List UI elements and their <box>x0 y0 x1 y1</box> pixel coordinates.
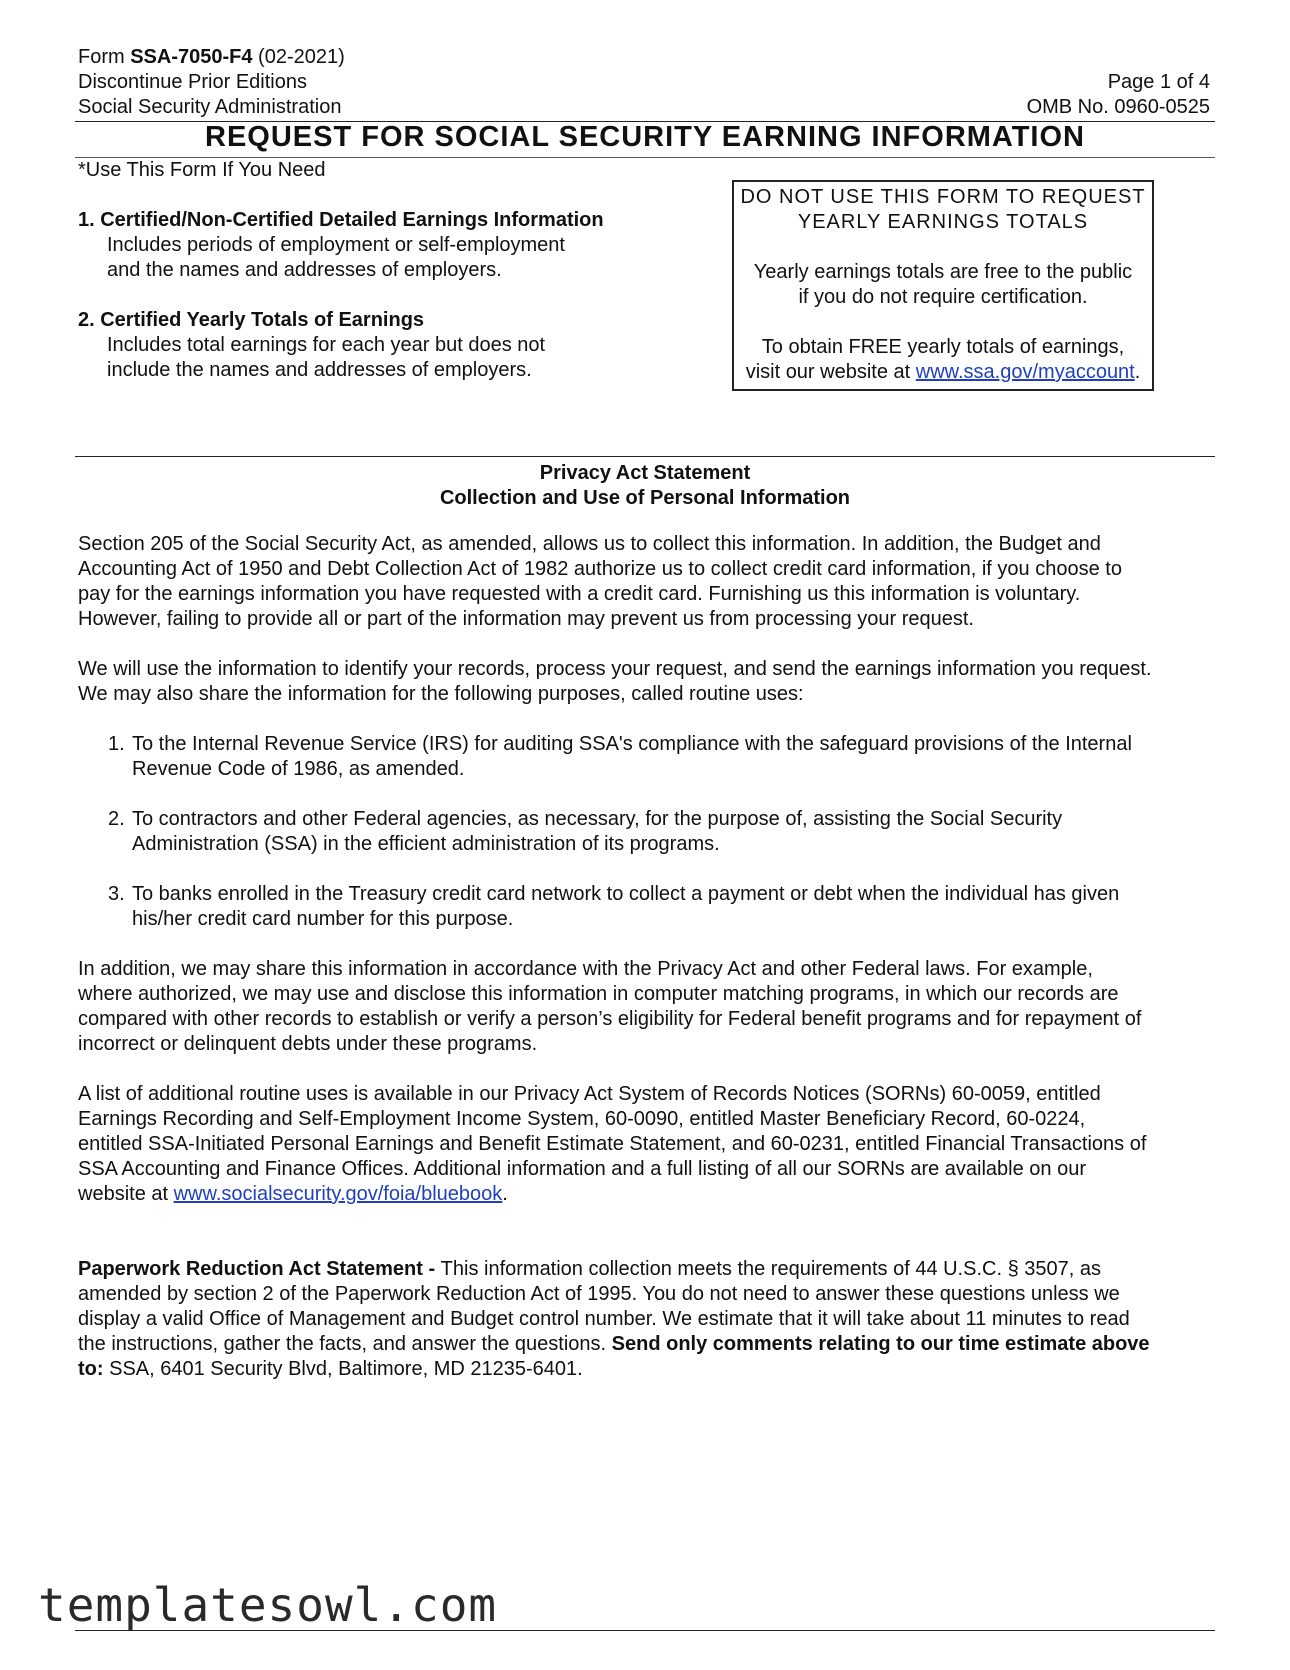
form-number: SSA-7050-F4 <box>130 46 253 68</box>
intro-item-2 <box>78 308 698 383</box>
routine-use-item <box>108 882 1208 932</box>
form-date: (02-2021) <box>252 46 345 68</box>
link-prefix: website at <box>78 1183 174 1205</box>
paragraph-line: A list of additional routine uses is available in our Privacy Act System of Records Notices (SORNs) 60-0059, entitled <box>78 1083 1101 1105</box>
privacy-heading: Privacy Act Statement <box>539 462 751 484</box>
paragraph-line <box>78 1257 1228 1282</box>
list-line: To contractors and other Federal agencies, as necessary, for the purpose of, assisting the Social Security <box>132 808 1063 830</box>
privacy-paragraph-2 <box>78 657 1228 707</box>
paragraph-line: where authorized, we may use and disclose this information in computer matching programs, in which our records are <box>78 983 1119 1005</box>
footer-rule <box>75 1630 1215 1631</box>
paragraph-line: display a valid Office of Management and Budget control number. We estimate that it will take about 11 minutes to read <box>78 1308 1130 1330</box>
page-title: REQUEST FOR SOCIAL SECURITY EARNING INFORMATION <box>205 121 1085 153</box>
paragraph-line: Section 205 of the Social Security Act, as amended, allows us to collect this information. In addition, the Budget and <box>78 533 1101 555</box>
list-number: 1. <box>108 733 125 755</box>
routine-use-item <box>108 807 1208 857</box>
list-number: 2. <box>108 808 125 830</box>
list-line: Revenue Code of 1986, as amended. <box>132 758 465 780</box>
myaccount-link[interactable]: www.ssa.gov/myaccount <box>915 361 1135 383</box>
omb-number: OMB No. 0960-0525 <box>1026 96 1210 118</box>
paragraph-line: compared with other records to establish or verify a person’s eligibility for Federal benefit programs and for repayment of <box>78 1008 1142 1030</box>
paragraph-line: amended by section 2 of the Paperwork Reduction Act of 1995. You do not need to answer these questions unless we <box>78 1283 1120 1305</box>
intro-item-line: Includes total earnings for each year but does not <box>107 334 546 356</box>
paragraph-line <box>78 1332 1228 1357</box>
paragraph-line <box>78 1182 1228 1207</box>
privacy-paragraph-3 <box>78 957 1228 1057</box>
paragraph-line: We will use the information to identify your records, process your request, and send the earnings information you request. <box>78 658 1152 680</box>
paperwork-label: Paperwork Reduction Act Statement - <box>78 1258 441 1280</box>
form-prefix: Form <box>78 46 131 68</box>
form-id <box>78 45 345 70</box>
paperwork-statement <box>78 1257 1228 1382</box>
privacy-paragraph-1 <box>78 532 1218 632</box>
list-line: To the Internal Revenue Service (IRS) for auditing SSA's compliance with the safeguard provisions of the Internal <box>132 733 1132 755</box>
paperwork-text: This information collection meets the requirements of 44 U.S.C. § 3507, as <box>440 1258 1101 1280</box>
list-number: 3. <box>108 883 125 905</box>
paragraph-line: However, failing to provide all or part of the information may prevent us from processing your request. <box>78 608 974 630</box>
page-number: Page 1 of 4 <box>1107 71 1210 93</box>
notice-line: Yearly earnings totals are free to the public <box>753 261 1133 283</box>
paperwork-text: the instructions, gather the facts, and answer the questions. <box>78 1333 612 1355</box>
paragraph-line: SSA Accounting and Finance Offices. Additional information and a full listing of all our SORNs are available on our <box>78 1158 1086 1180</box>
link-suffix: . <box>502 1183 508 1205</box>
intro-item-line: include the names and addresses of employers. <box>107 359 532 381</box>
notice-line <box>734 360 1152 385</box>
notice-link-prefix: visit our website at <box>745 361 916 383</box>
use-if-label: *Use This Form If You Need <box>78 159 326 181</box>
paragraph-line: We may also share the information for the following purposes, called routine uses: <box>78 683 804 705</box>
notice-line: To obtain FREE yearly totals of earnings, <box>761 336 1125 358</box>
agency-name: Social Security Administration <box>78 96 342 118</box>
intro-item-heading: 1. Certified/Non-Certified Detailed Earnings Information <box>78 209 604 231</box>
paragraph-line: Accounting Act of 1950 and Debt Collection Act of 1982 authorize us to collect credit card information, if you choose to <box>78 558 1122 580</box>
list-line: Administration (SSA) in the efficient administration of its programs. <box>132 833 720 855</box>
bluebook-link[interactable]: www.socialsecurity.gov/foia/bluebook <box>173 1183 503 1205</box>
list-line: To banks enrolled in the Treasury credit card network to collect a payment or debt when the individual has given <box>132 883 1120 905</box>
routine-use-item <box>108 732 1208 782</box>
paperwork-bold: Send only comments relating to our time estimate above <box>611 1333 1150 1355</box>
notice-line: if you do not require certification. <box>798 286 1088 308</box>
paragraph-line: entitled SSA-Initiated Personal Earnings and Benefit Estimate Statement, and 60-0231, entitled Financial Transactions of <box>78 1133 1147 1155</box>
intro-item-1 <box>78 208 698 283</box>
section-rule <box>75 456 1215 457</box>
watermark: templatesowl.com <box>38 1578 498 1632</box>
discontinue-note: Discontinue Prior Editions <box>78 71 307 93</box>
privacy-paragraph-4 <box>78 1082 1228 1207</box>
privacy-subheading: Collection and Use of Personal Information <box>439 487 851 509</box>
paragraph-line: Earnings Recording and Self-Employment Income System, 60-0090, entitled Master Beneficiary Record, 60-0224, <box>78 1108 1086 1130</box>
paragraph-line: incorrect or delinquent debts under these programs. <box>78 1033 538 1055</box>
paperwork-bold: to: <box>78 1358 104 1380</box>
intro-item-line: Includes periods of employment or self-employment <box>107 234 565 256</box>
notice-link-suffix: . <box>1134 361 1141 383</box>
notice-line: YEARLY EARNINGS TOTALS <box>797 211 1089 233</box>
paragraph-line: pay for the earnings information you have requested with a credit card. Furnishing us this information is voluntary. <box>78 583 1081 605</box>
list-line: his/her credit card number for this purpose. <box>132 908 514 930</box>
paragraph-line <box>78 1357 1228 1382</box>
notice-line: DO NOT USE THIS FORM TO REQUEST <box>740 186 1146 208</box>
paperwork-address: SSA, 6401 Security Blvd, Baltimore, MD 21235-6401. <box>103 1358 583 1380</box>
notice-box <box>732 180 1154 391</box>
intro-item-heading: 2. Certified Yearly Totals of Earnings <box>78 309 425 331</box>
intro-item-line: and the names and addresses of employers. <box>107 259 502 281</box>
paragraph-line: In addition, we may share this information in accordance with the Privacy Act and other Federal laws. For example, <box>78 958 1093 980</box>
